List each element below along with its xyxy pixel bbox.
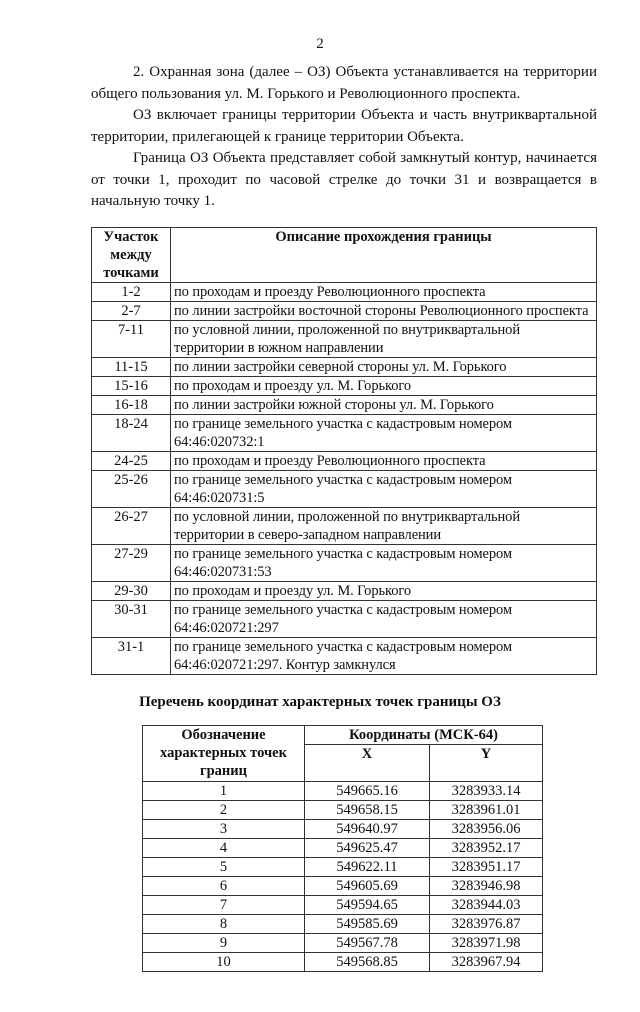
point-number: 3 <box>143 819 305 838</box>
table-row <box>92 470 597 507</box>
segment-points: 30-31 <box>92 600 171 637</box>
segment-points: 24-25 <box>92 451 171 470</box>
paragraph: Граница ОЗ Объекта представляет собой замкнутый контур, начинается от точки 1, проходит по часовой стрелке до точки 31 и возвращается в начальную точку 1. <box>91 150 597 209</box>
table-row <box>92 637 597 674</box>
coord-x: 549640.97 <box>305 819 430 838</box>
point-number: 9 <box>143 933 305 952</box>
table-row <box>143 838 543 857</box>
paragraph: 2. Охранная зона (далее – ОЗ) Объекта устанавливается на территории общего пользования ул. М. Горького и Революционного проспекта. <box>91 64 597 102</box>
segment-points: 7-11 <box>92 320 171 357</box>
segment-description: по проходам и проезду ул. М. Горького <box>171 376 597 395</box>
table-row <box>143 914 543 933</box>
coord-y: 3283976.87 <box>430 914 543 933</box>
segment-description: по границе земельного участка с кадастровым номером 64:46:020721:297. Контур замкнулся <box>171 637 597 674</box>
coord-y: 3283951.17 <box>430 857 543 876</box>
header-point: Обозначение характерных точек границ <box>143 725 305 781</box>
segment-points: 1-2 <box>92 282 171 301</box>
coord-y: 3283952.17 <box>430 838 543 857</box>
segment-points: 16-18 <box>92 395 171 414</box>
point-number: 10 <box>143 952 305 971</box>
table-row <box>143 781 543 800</box>
point-number: 6 <box>143 876 305 895</box>
segment-description: по проходам и проезду Революционного проспекта <box>171 282 597 301</box>
coord-x: 549658.15 <box>305 800 430 819</box>
intro-text <box>91 62 597 213</box>
point-number: 8 <box>143 914 305 933</box>
segment-description: по линии застройки южной стороны ул. М. Горького <box>171 395 597 414</box>
table-row <box>92 395 597 414</box>
table-row <box>92 282 597 301</box>
header-coords: Координаты (МСК-64) <box>305 725 543 744</box>
coord-y: 3283933.14 <box>430 781 543 800</box>
point-number: 2 <box>143 800 305 819</box>
paragraph: ОЗ включает границы территории Объекта и часть внутриквартальной территории, прилегающей к границе территории Объекта. <box>91 107 597 145</box>
segment-points: 25-26 <box>92 470 171 507</box>
point-number: 1 <box>143 781 305 800</box>
segment-points: 29-30 <box>92 581 171 600</box>
coord-x: 549567.78 <box>305 933 430 952</box>
header-segment: Участок между точками <box>92 227 171 282</box>
segment-points: 18-24 <box>92 414 171 451</box>
table-row <box>92 357 597 376</box>
segment-points: 31-1 <box>92 637 171 674</box>
table-row <box>92 451 597 470</box>
segment-points: 27-29 <box>92 544 171 581</box>
coord-y: 3283946.98 <box>430 876 543 895</box>
header-x: X <box>305 744 430 781</box>
segment-description: по проходам и проезду Революционного проспекта <box>171 451 597 470</box>
segment-description: по границе земельного участка с кадастровым номером 64:46:020731:5 <box>171 470 597 507</box>
coord-x: 549605.69 <box>305 876 430 895</box>
coords-table <box>142 725 543 972</box>
segment-points: 26-27 <box>92 507 171 544</box>
segment-description: по условной линии, проложенной по внутриквартальной территории в северо-западном направлении <box>171 507 597 544</box>
coord-x: 549665.16 <box>305 781 430 800</box>
point-number: 7 <box>143 895 305 914</box>
header-description: Описание прохождения границы <box>171 227 597 282</box>
coord-y: 3283961.01 <box>430 800 543 819</box>
coords-title: Перечень координат характерных точек границы ОЗ <box>139 693 501 710</box>
point-number: 5 <box>143 857 305 876</box>
page-number: 2 <box>316 36 324 52</box>
coord-x: 549585.69 <box>305 914 430 933</box>
coord-y: 3283971.98 <box>430 933 543 952</box>
table-row <box>143 857 543 876</box>
coord-y: 3283967.94 <box>430 952 543 971</box>
boundary-table <box>91 227 597 675</box>
coord-y: 3283944.03 <box>430 895 543 914</box>
segment-description: по проходам и проезду ул. М. Горького <box>171 581 597 600</box>
table-row <box>143 952 543 971</box>
header-y: Y <box>430 744 543 781</box>
segment-description: по условной линии, проложенной по внутриквартальной территории в южном направлении <box>171 320 597 357</box>
segment-description: по границе земельного участка с кадастровым номером 64:46:020732:1 <box>171 414 597 451</box>
segment-points: 15-16 <box>92 376 171 395</box>
segment-points: 2-7 <box>92 301 171 320</box>
coord-x: 549622.11 <box>305 857 430 876</box>
table-row <box>143 876 543 895</box>
segment-description: по линии застройки северной стороны ул. М. Горького <box>171 357 597 376</box>
point-number: 4 <box>143 838 305 857</box>
table-row <box>92 376 597 395</box>
table-row <box>92 600 597 637</box>
table-row <box>92 301 597 320</box>
coord-x: 549594.65 <box>305 895 430 914</box>
coord-x: 549568.85 <box>305 952 430 971</box>
coord-x: 549625.47 <box>305 838 430 857</box>
table-row <box>92 414 597 451</box>
segment-description: по границе земельного участка с кадастровым номером 64:46:020731:53 <box>171 544 597 581</box>
segment-description: по линии застройки восточной стороны Революционного проспекта <box>171 301 597 320</box>
table-row <box>143 819 543 838</box>
table-row <box>143 933 543 952</box>
table-row <box>92 320 597 357</box>
table-row <box>92 544 597 581</box>
segment-description: по границе земельного участка с кадастровым номером 64:46:020721:297 <box>171 600 597 637</box>
coord-y: 3283956.06 <box>430 819 543 838</box>
table-row <box>92 581 597 600</box>
segment-points: 11-15 <box>92 357 171 376</box>
table-row <box>143 800 543 819</box>
table-row <box>92 507 597 544</box>
